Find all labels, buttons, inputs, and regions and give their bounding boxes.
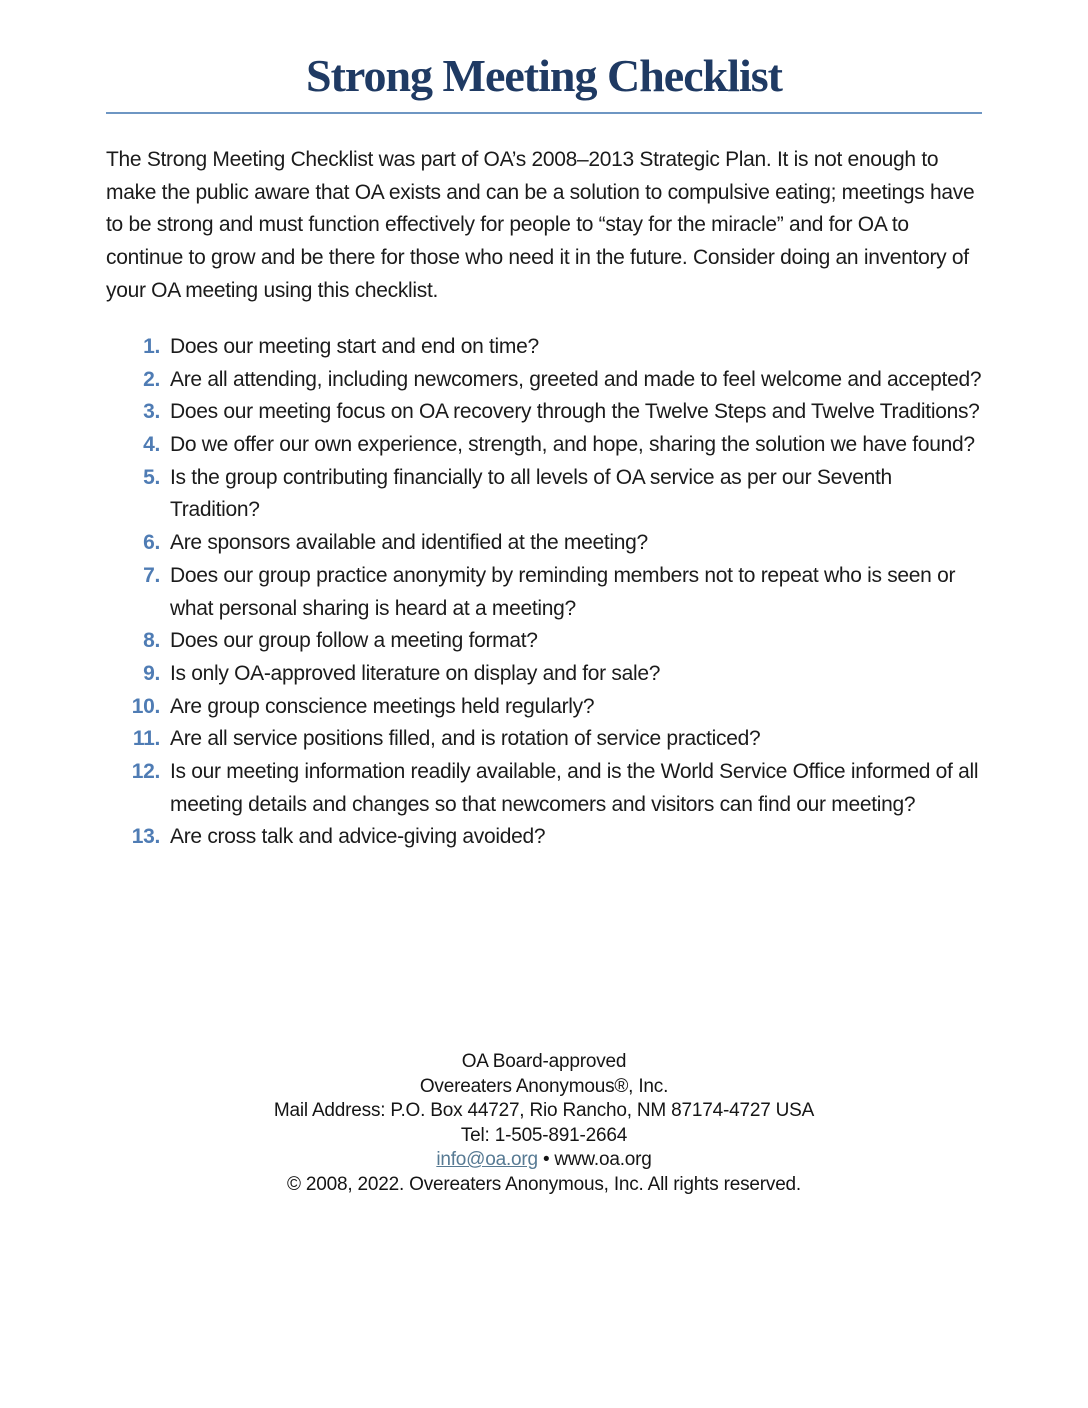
website-text: www.oa.org: [554, 1149, 652, 1171]
page-title: Strong Meeting Checklist: [305, 50, 782, 101]
item-number: 2.: [143, 367, 160, 391]
item-number: 12.: [131, 760, 160, 784]
item-text: Are group conscience meetings held regularly?: [170, 694, 595, 718]
checklist-item: [106, 396, 982, 429]
item-text: Does our meeting focus on OA recovery through the Twelve Steps and Twelve Traditions?: [170, 400, 980, 424]
item-number: 6.: [143, 531, 160, 555]
item-text: Is the group contributing financially to all levels of OA service as per our Seventh Tradition?: [170, 465, 892, 522]
item-text: Does our group practice anonymity by reminding members not to repeat who is seen or what personal sharing is heard at a meeting?: [170, 563, 956, 620]
footer-copyright: © 2008, 2022. Overeaters Anonymous, Inc. All rights reserved.: [286, 1173, 802, 1195]
item-number: 9.: [143, 661, 160, 685]
checklist-item: [106, 429, 982, 462]
footer-mail-address: Mail Address: P.O. Box 44727, Rio Rancho, NM 87174-4727 USA: [273, 1100, 815, 1122]
item-text: Is only OA-approved literature on display and for sale?: [170, 661, 661, 685]
item-number: 11.: [132, 727, 160, 751]
item-number: 3.: [143, 400, 160, 424]
email-link[interactable]: info@oa.org: [436, 1149, 538, 1171]
item-number: 10.: [131, 694, 160, 718]
item-number: 13.: [131, 825, 160, 849]
checklist-item: [106, 625, 982, 658]
checklist-item: [106, 658, 982, 691]
item-number: 8.: [143, 629, 160, 653]
item-text: Are all service positions filled, and is rotation of service practiced?: [170, 727, 761, 751]
item-text: Is our meeting information readily available, and is the World Service Office informed of all meeting details and changes so that newcomers and visitors can find our meeting?: [170, 760, 979, 816]
checklist-item: [106, 560, 982, 625]
item-number: 1.: [143, 334, 160, 358]
checklist-item: [106, 756, 982, 821]
item-text: Are sponsors available and identified at the meeting?: [170, 531, 648, 555]
document-footer: [106, 1050, 982, 1197]
item-number: 4.: [143, 432, 160, 456]
item-number: 5.: [143, 465, 160, 489]
item-text: Do we offer our own experience, strength, and hope, sharing the solution we have found?: [170, 432, 975, 456]
checklist: [106, 331, 982, 854]
title-rule: [106, 112, 982, 114]
item-number: 7.: [143, 563, 160, 587]
footer-telephone: Tel: 1-505-891-2664: [460, 1124, 628, 1146]
checklist-item: [106, 821, 982, 854]
footer-org-name: Overeaters Anonymous®, Inc.: [419, 1075, 669, 1097]
item-text: Does our group follow a meeting format?: [170, 629, 538, 653]
item-text: Are cross talk and advice-giving avoided?: [170, 825, 546, 849]
checklist-item: [106, 723, 982, 756]
item-text: Are all attending, including newcomers, greeted and made to feel welcome and accepted?: [170, 367, 982, 391]
checklist-item: [106, 527, 982, 560]
footer-contact-line: [106, 1148, 982, 1173]
checklist-item: [106, 462, 982, 527]
checklist-item: [106, 331, 982, 364]
footer-board-approved: OA Board-approved: [461, 1051, 627, 1073]
checklist-item: [106, 364, 982, 397]
bullet-separator: •: [542, 1149, 550, 1171]
checklist-item: [106, 691, 982, 724]
intro-paragraph: The Strong Meeting Checklist was part of OA’s 2008–2013 Strategic Plan. It is not enough to make the public aware that OA exists and can be a solution to compulsive eating; meetings have to be strong and must function effectively for people to “stay for the miracle” and for OA to continue to grow and be there for those who need it in the future. Consider doing an inventory of your OA meeting using this checklist.: [106, 147, 975, 303]
item-text: Does our meeting start and end on time?: [170, 334, 539, 358]
